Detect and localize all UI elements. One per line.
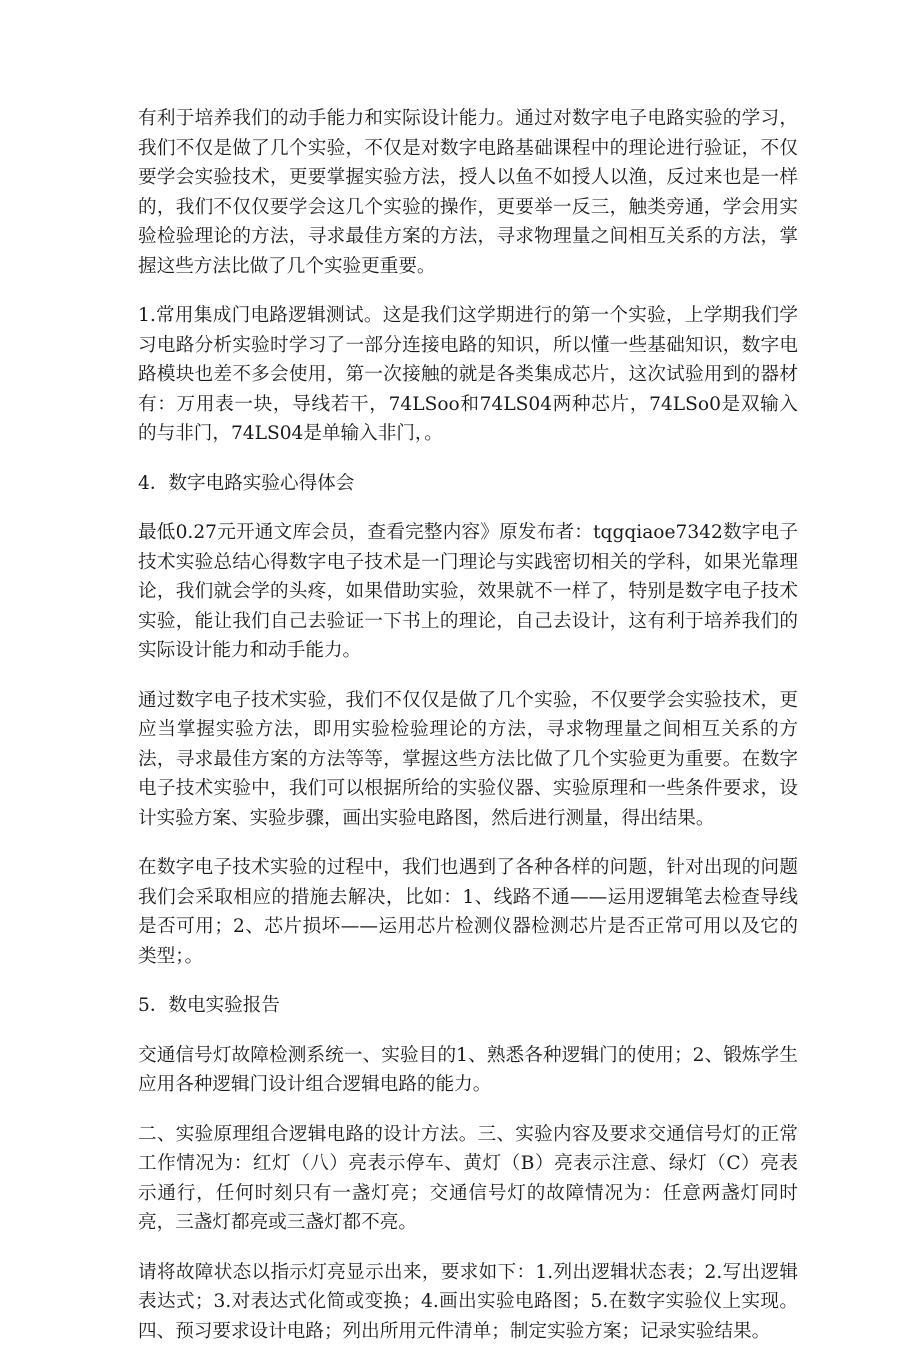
paragraph-methods: 通过数字电子技术实验，我们不仅仅是做了几个实验，不仅要学会实验技术，更应当掌握实验方法，即用实验检验理论的方法，寻求物理量之间相互关系的方法，寻求最佳方案的方法等等，掌握这些方法比做了几个实验更为重要。在数字电子技术实验中，我们可以根据所给的实验仪器、实验原理和一些条件要求，设计实验方案、实验步骤，画出实验电路图，然后进行测量，得出结果。 bbox=[138, 689, 798, 829]
paragraph-item-1: 1.常用集成门电路逻辑测试。这是我们这学期进行的第一个实验，上学期我们学习电路分析实验时学习了一部分连接电路的知识，所以懂一些基础知识，数字电路模块也差不多会使用，第一次接触的就是各类集成芯片，这次试验用到的器材有：万用表一块，导线若干，74LSoo和74LS04两种芯片，74LSo0是双输入的与非门，74LS04是单输入非门，。 bbox=[138, 305, 798, 444]
paragraph-principle: 二、实验原理组合逻辑电路的设计方法。三、实验内容及要求交通信号灯的正常工作情况为：红灯（八）亮表示停车、黄灯（B）亮表示注意、绿灯（C）亮表示通行，任何时刻只有一盏灯亮；交通信号灯的故障情况为：任意两盏灯同时亮，三盏灯都亮或三盏灯都不亮。 bbox=[138, 1123, 798, 1233]
paragraph-purpose: 交通信号灯故障检测系统一、实验目的1、熟悉各种逻辑门的使用；2、锻炼学生应用各种逻辑门设计组合逻辑电路的能力。 bbox=[138, 1044, 798, 1095]
section-heading-4: 4．数字电路实验心得体会 bbox=[138, 472, 355, 494]
paragraph-problems: 在数字电子技术实验的过程中，我们也遇到了各种各样的问题，针对出现的问题我们会采取相应的措施去解决，比如：1、线路不通——运用逻辑笔去检查导线是否可用；2、芯片损坏——运用芯片检测仪器检测芯片是否正常可用以及它的类型；。 bbox=[138, 857, 798, 967]
section-heading-5: 5．数电实验报告 bbox=[138, 995, 280, 1016]
paragraph-requirements: 请将故障状态以指示灯亮显示出来，要求如下：1.列出逻辑状态表；2.写出逻辑表达式；3.对表达式化简或变换；4.画出实验电路图；5.在数字实验仪上实现。四、预习要求设计电路；列出所用元件清单；制定实验方案；记录实验结果。 bbox=[138, 1261, 798, 1342]
document-body bbox=[138, 104, 798, 1366]
paragraph-summary: 最低0.27元开通文库会员，查看完整内容》原发布者：tqgqiaoe7342数字电子技术实验总结心得数字电子技术是一门理论与实践密切相关的学科，如果光靠理论，我们就会学的头疼，如果借助实验，效果就不一样了，特别是数字电子技术实验，能让我们自己去验证一下书上的理论，自己去设计，这有利于培养我们的实际设计能力和动手能力。 bbox=[138, 522, 798, 661]
paragraph-intro: 有利于培养我们的动手能力和实际设计能力。通过对数字电子电路实验的学习，我们不仅是做了几个实验，不仅是对数字电路基础课程中的理论进行验证，不仅要学会实验技术，更要掌握实验方法，授人以鱼不如授人以渔，反过来也是一样的，我们不仅仅要学会这几个实验的操作，更要举一反三，触类旁通，学会用实验检验理论的方法，寻求最佳方案的方法，寻求物理量之间相互关系的方法，掌握这些方法比做了几个实验更重要。 bbox=[138, 108, 798, 277]
